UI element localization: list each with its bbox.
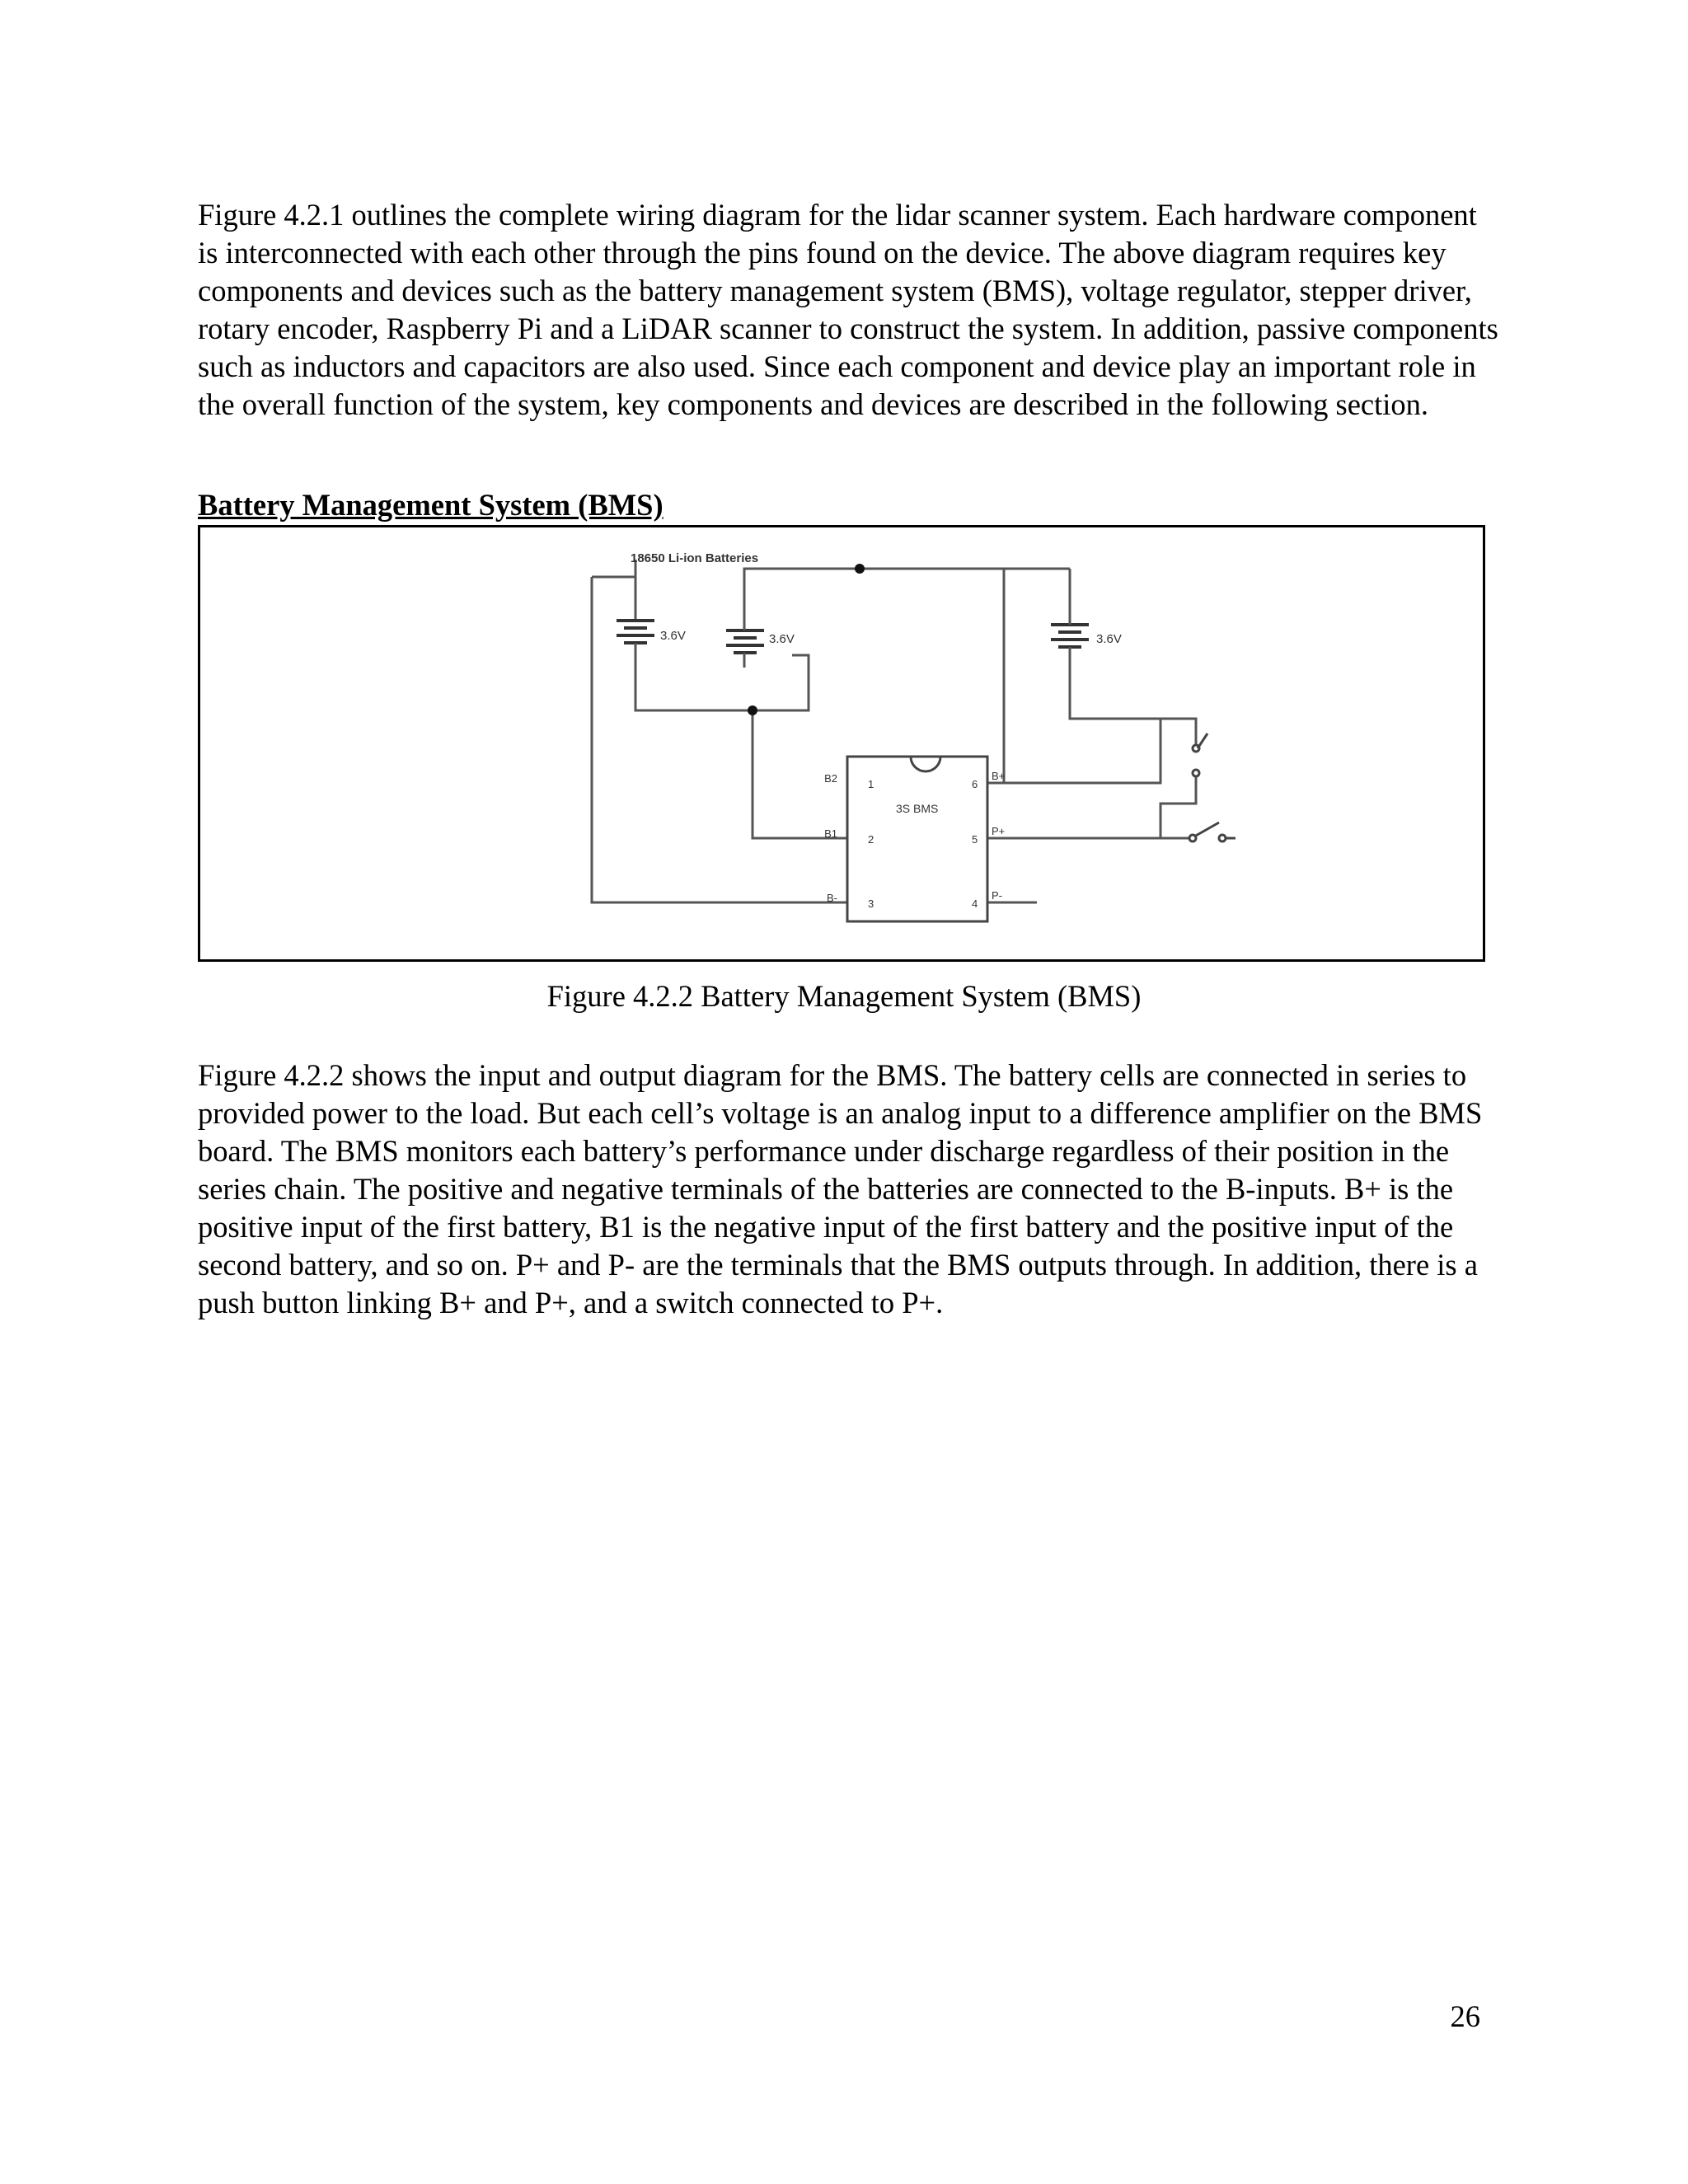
bms-figure [198, 525, 1485, 962]
pin-label-p-minus: P- [992, 889, 1002, 902]
cell-3-voltage: 3.6V [1096, 632, 1122, 646]
pin-number-1: 1 [868, 778, 874, 790]
pin-number-6: 6 [972, 778, 978, 790]
battery-cell-2 [726, 630, 764, 653]
pin-number-5: 5 [972, 833, 978, 846]
junction-dot-middle [748, 705, 757, 715]
pin-number-4: 4 [972, 898, 978, 910]
pin-number-2: 2 [868, 833, 874, 846]
section-heading: Battery Management System (BMS) [198, 488, 663, 522]
pin-label-b1: B1 [824, 827, 837, 840]
wire-p-plus [987, 775, 1196, 838]
figure-caption: Figure 4.2.2 Battery Management System (BMS) [546, 979, 1142, 1013]
bms-wiring-diagram [200, 527, 1483, 959]
pin-label-b2: B2 [824, 772, 837, 785]
cell-1-voltage: 3.6V [660, 629, 686, 643]
wire-button-top [1160, 719, 1196, 746]
batteries-label: 18650 Li-ion Batteries [631, 551, 759, 565]
battery-cell-1 [617, 621, 654, 643]
wire-cell2-link [753, 655, 809, 710]
pin-label-b-minus: B- [827, 892, 837, 904]
wire-cell1-bottom [635, 651, 753, 710]
pin-label-b-plus: B+ [992, 770, 1006, 782]
cell-2-voltage: 3.6V [769, 632, 795, 646]
description-paragraph: Figure 4.2.2 shows the input and output diagram for the BMS. The battery cells are connected in series to provided power to the load. But each cell’s voltage is an analog input to a difference amplifier on the BMS board. The BMS monitors each battery’s performance under discharge regardless of their position in the series chain. The positive and negative terminals of the batteries are connected to the B-inputs. B+ is the positive input of the first battery, B1 is the negative input of the first battery and the positive input of the second battery, and so on. P+ and P- are the terminals that the BMS outputs through. In addition, there is a push button linking B+ and P+, and a switch connected to P+. [198, 1058, 1483, 1319]
pin-label-p-plus: P+ [992, 825, 1006, 837]
page-number: 26 [1450, 1999, 1480, 2033]
chip-label: 3S BMS [896, 802, 939, 815]
wire-b-plus [987, 659, 1160, 783]
output-switch [1189, 823, 1236, 841]
junction-dot-top [855, 564, 865, 574]
pin-number-3: 3 [868, 898, 874, 910]
intro-paragraph: Figure 4.2.1 outlines the complete wiring diagram for the lidar scanner system. Each hardware component is interconnected with each other through the pins found on the device. The above diagram requires key components and devices such as the battery management system (BMS), voltage regulator, stepper driver, rotary encoder, Raspberry Pi and a LiDAR scanner to construct the system. In addition, passive components such as inductors and capacitors are also used. Since each component and device play an important role in the overall function of the system, key components and devices are described in the following section. [198, 198, 1498, 421]
wire-top-bus [744, 569, 1070, 607]
battery-cell-3 [1051, 625, 1089, 647]
wire-b2 [847, 569, 1004, 783]
